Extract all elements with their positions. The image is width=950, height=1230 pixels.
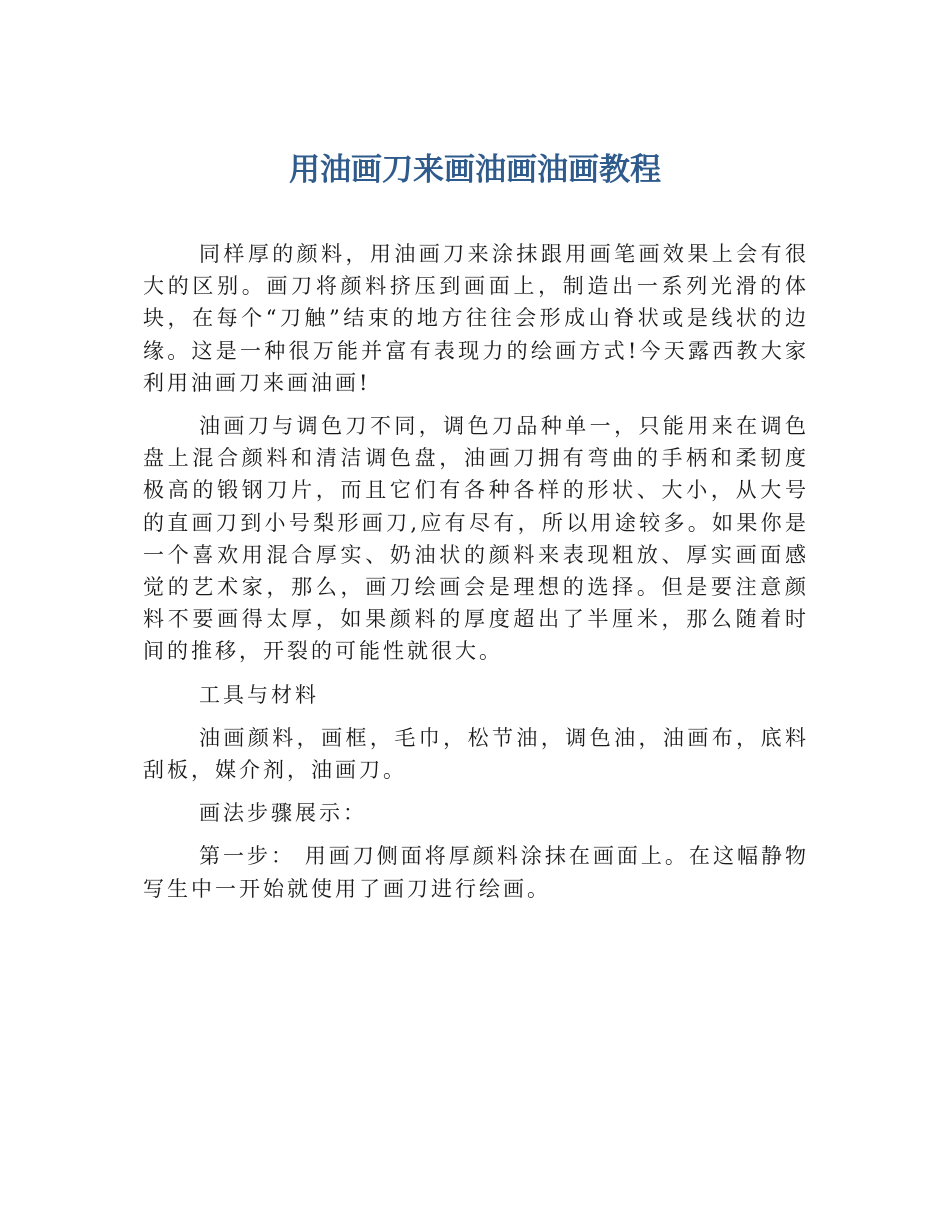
page-title: 用油画刀来画油画油画教程 <box>289 152 661 188</box>
section-heading-tools: 工具与材料 <box>199 682 319 707</box>
section-heading-steps: 画法步骤展示： <box>199 801 367 826</box>
paragraph-materials-list: 油画颜料，画框，毛巾，松节油，调色油，油画布，底料刮板，媒介剂，油画刀。 <box>143 725 809 783</box>
document-body <box>143 238 809 916</box>
paragraph-intro: 同样厚的颜料，用油画刀来涂抹跟用画笔画效果上会有很大的区别。画刀将颜料挤压到画面上，制造出一系列光滑的体块，在每个“刀触”结束的地方往往会形成山脊状或是线状的边缘。这是一种很万能并富有表现力的绘画方式!今天露西教大家利用油画刀来画油画! <box>143 242 809 395</box>
paragraph-step-one: 第一步： 用画刀侧面将厚颜料涂抹在画面上。在这幅静物写生中一开始就使用了画刀进行绘画。 <box>143 844 809 901</box>
paragraph-knife-description: 油画刀与调色刀不同，调色刀品种单一，只能用来在调色盘上混合颜料和清洁调色盘，油画刀拥有弯曲的手柄和柔韧度极高的锻钢刀片，而且它们有各种各样的形状、大小，从大号的直画刀到小号梨形画刀,应有尽有，所以用途较多。如果你是一个喜欢用混合厚实、奶油状的颜料来表现粗放、厚实画面感觉的艺术家，那么，画刀绘画会是理想的选择。但是要注意颜料不要画得太厚，如果颜料的厚度超出了半厘米，那么随着时间的推移，开裂的可能性就很大。 <box>143 414 809 664</box>
